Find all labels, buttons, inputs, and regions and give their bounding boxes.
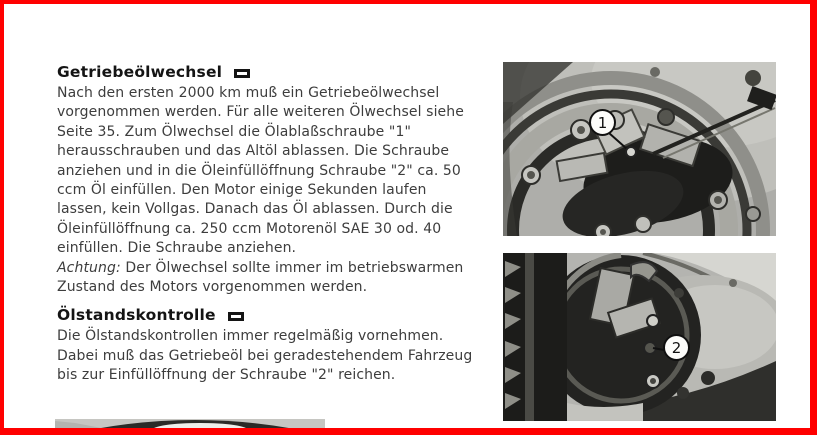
callout-1-badge: [589, 109, 616, 136]
figure-drain-screw-photo: [503, 62, 776, 236]
callout-2-label: 2: [671, 338, 682, 357]
text-run: Achtung:: [57, 259, 121, 276]
paragraph-marker-icon: [234, 69, 250, 78]
text-run: einfüllen. Die Schraube anziehen.: [57, 240, 297, 257]
partial-photo-art: [55, 419, 325, 429]
drain-screw-photo-art: [503, 62, 776, 236]
text-line: [57, 84, 509, 103]
paragraph-marker-icon: [228, 312, 244, 321]
text-run: Die Ölstandskontrollen immer regelmäßig vornehmen.: [57, 328, 444, 345]
text-run: bis zur Einfüllöffnung der Schraube "2" reichen.: [57, 367, 396, 384]
section-heading: [57, 63, 509, 81]
section-oelstandskontrolle: [57, 306, 509, 385]
section-heading-text: Getriebeölwechsel: [57, 63, 223, 81]
text-line: [57, 103, 509, 122]
callout-1-label: 1: [597, 113, 608, 132]
section-body: [57, 327, 509, 385]
section-getriebeoelwechsel: [57, 63, 509, 297]
text-run: lassen, kein Vollgas. Danach das Öl ablassen. Durch die: [57, 201, 453, 218]
text-column: [57, 63, 509, 386]
text-line: [57, 366, 509, 385]
text-line: [57, 220, 509, 239]
text-line: [57, 142, 509, 161]
figure-filler-screw-photo: [503, 253, 776, 421]
text-line: [57, 123, 509, 142]
text-run: herausschrauben und das Altöl ablassen. Die Schraube: [57, 143, 450, 160]
text-line: [57, 181, 509, 200]
text-line: [57, 347, 509, 366]
section-heading-text: Ölstandskontrolle: [57, 306, 216, 325]
section-body: [57, 84, 509, 297]
text-run: Zustand des Motors vorgenommen werden.: [57, 279, 368, 296]
text-line: [57, 239, 509, 258]
figure-partial-photo: [55, 419, 325, 429]
text-run: Nach den ersten 2000 km muß ein Getriebeölwechsel: [57, 85, 440, 101]
text-line: [57, 259, 509, 278]
text-run: Öleinfüllöffnung ca. 250 ccm Motorenöl SAE 30 od. 40: [57, 220, 442, 237]
text-run: ccm Öl einfüllen. Den Motor einige Sekunden laufen: [57, 182, 427, 199]
filler-screw-photo-art: [503, 253, 776, 421]
text-run: Seite 35. Zum Ölwechsel die Ölablaßschraube "1": [57, 123, 412, 140]
text-run: Der Ölwechsel sollte immer im betriebswarmen: [120, 259, 464, 276]
text-run: anziehen und in die Öleinfüllöffnung Schraube "2" ca. 50: [57, 162, 461, 179]
text-run: vorgenommen werden. Für alle weiteren Ölwechsel siehe: [57, 104, 464, 121]
text-run: Dabei muß das Getriebeöl bei geradestehendem Fahrzeug: [57, 347, 473, 364]
text-line: [57, 162, 509, 181]
section-heading: [57, 306, 509, 324]
text-line: [57, 200, 509, 219]
text-line: [57, 327, 509, 346]
callout-2-badge: [663, 334, 690, 361]
text-line: [57, 278, 509, 297]
